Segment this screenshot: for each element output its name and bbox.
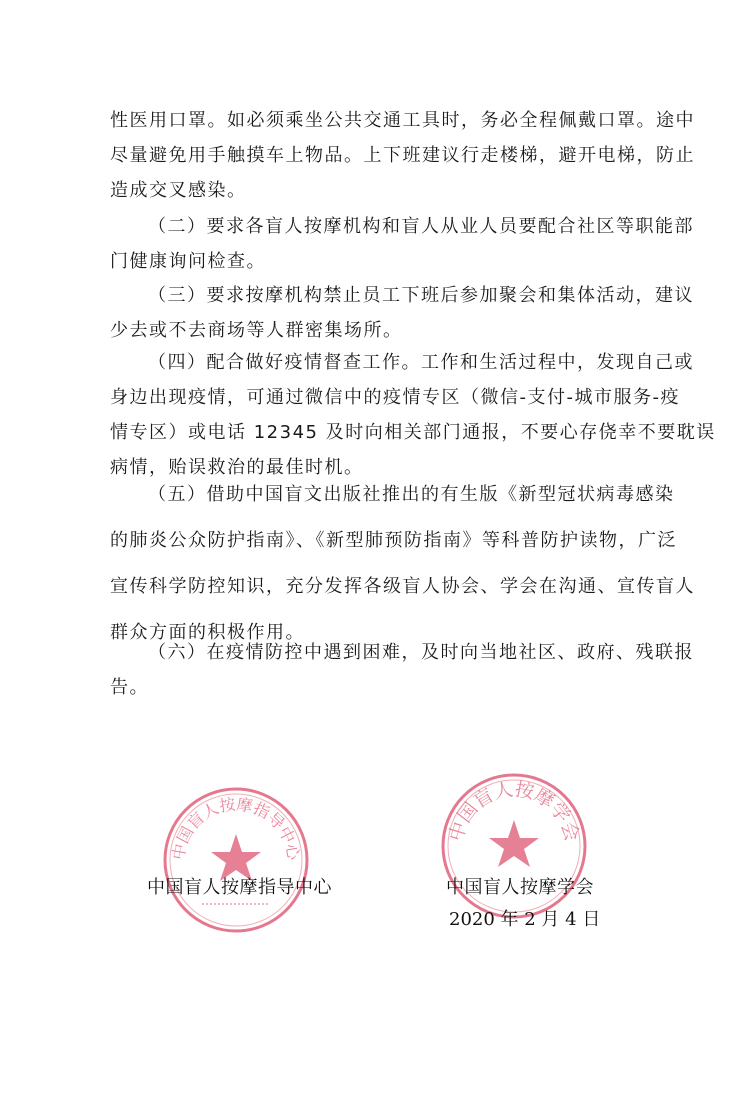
text-line: 情专区）或电话 12345 及时向相关部门通报，不要心存侥幸不要耽误 [110,422,716,443]
seal-left-arc-text: 中国盲人按摩指导中心 [168,794,304,862]
text-line: 尽量避免用手触摸车上物品。上下班建议行走楼梯，避开电梯，防止 [110,145,695,166]
text-line: （五）借助中国盲文出版社推出的有生版《新型冠状病毒感染 [148,484,675,505]
paragraph-item-2 [110,209,694,279]
text-line: （三）要求按摩机构禁止员工下班后参加聚会和集体活动，建议 [148,285,694,306]
text-line: 的肺炎公众防护指南》、《新型肺预防指南》等科普防护读物，广泛 [110,530,677,551]
seal-stamp-icon [162,786,310,934]
text-line: （二）要求各盲人按摩机构和盲人从业人员要配合社区等职能部 [148,216,694,237]
text-line: 性医用口罩。如必须乘坐公共交通工具时，务必全程佩戴口罩。途中 [110,110,695,131]
paragraph-continuation [110,103,695,208]
paragraph-item-5 [110,472,695,656]
paragraph-item-4 [110,345,716,485]
text-line: 少去或不去商场等人群密集场所。 [110,320,403,341]
text-line: （六）在疫情防控中遇到困难，及时向当地社区、政府、残联报 [148,642,694,663]
signature-right-org: 中国盲人按摩学会 [446,877,594,898]
paragraph-item-3 [110,278,694,348]
signature-left-org: 中国盲人按摩指导中心 [147,877,332,898]
text-line: 病情，贻误救治的最佳时机。 [110,457,364,478]
paragraph-item-6 [110,635,694,705]
text-line: 宣传科学防控知识，充分发挥各级盲人协会、学会在沟通、宣传盲人 [110,576,695,597]
seal-left [162,786,310,934]
signature-date: 2020 年 2 月 4 日 [449,909,601,930]
text-line: 告。 [110,677,149,698]
text-line: 群众方面的积极作用。 [110,622,305,643]
text-line: （四）配合做好疫情督查工作。工作和生活过程中，发现自己或 [148,352,694,373]
seal-right-arc-text: 中国盲人按摩学会 [445,778,583,844]
text-line: 造成交叉感染。 [110,180,247,201]
text-line: 门健康询问检查。 [110,251,266,272]
text-line: 身边出现疫情，可通过微信中的疫情专区（微信-支付-城市服务-疫 [110,387,680,408]
